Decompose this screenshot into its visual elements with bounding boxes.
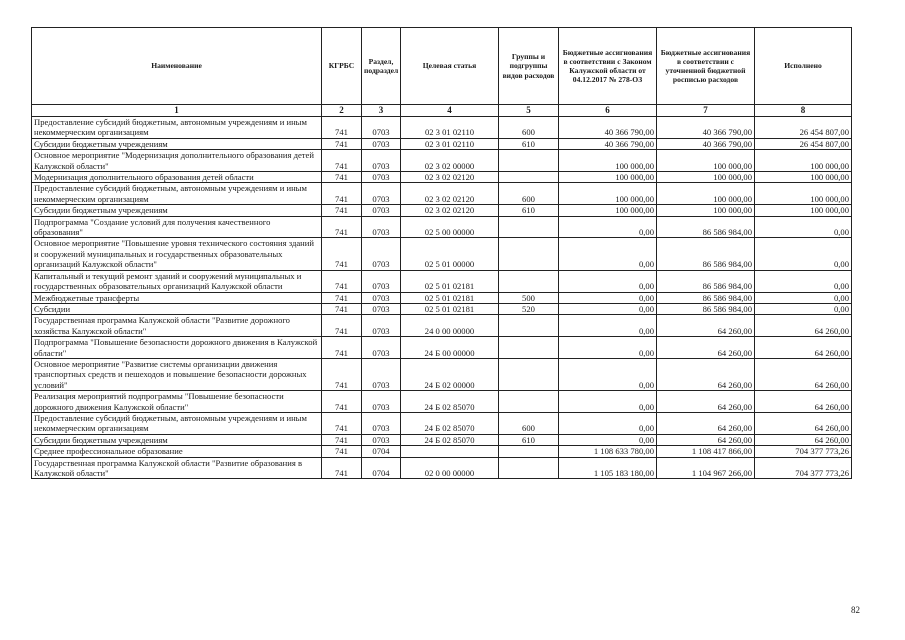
column-number: 1 bbox=[32, 105, 322, 117]
row-name: Субсидии бюджетным учреждениям bbox=[32, 138, 322, 149]
row-section: 0703 bbox=[362, 315, 401, 337]
row-name: Государственная программа Калужской области "Развитие дорожного хозяйства Калужской области" bbox=[32, 315, 322, 337]
row-revised-amount: 86 586 984,00 bbox=[657, 216, 755, 238]
row-group bbox=[499, 270, 559, 292]
row-executed-amount: 100 000,00 bbox=[755, 183, 852, 205]
row-name: Модернизация дополнительного образования детей области bbox=[32, 172, 322, 183]
row-law-amount: 0,00 bbox=[559, 412, 657, 434]
row-section: 0703 bbox=[362, 337, 401, 359]
row-target: 02 5 01 02181 bbox=[401, 270, 499, 292]
row-executed-amount: 64 260,00 bbox=[755, 412, 852, 434]
row-section: 0703 bbox=[362, 391, 401, 413]
row-law-amount: 0,00 bbox=[559, 337, 657, 359]
row-name: Межбюджетные трансферты bbox=[32, 292, 322, 303]
row-group bbox=[499, 446, 559, 457]
row-section: 0703 bbox=[362, 183, 401, 205]
row-law-amount: 0,00 bbox=[559, 292, 657, 303]
row-section: 0703 bbox=[362, 216, 401, 238]
budget-table bbox=[31, 27, 852, 479]
header-law: Бюджетные ассигнования в соответствии с Законом Калужской области от 04.12.2017 № 278-ОЗ bbox=[559, 28, 657, 105]
row-target: 02 3 02 02120 bbox=[401, 172, 499, 183]
row-kgrbs: 741 bbox=[322, 303, 362, 314]
row-name: Предоставление субсидий бюджетным, автономным учреждениям и иным некоммерческим организациям bbox=[32, 412, 322, 434]
row-name: Предоставление субсидий бюджетным, автономным учреждениям и иным некоммерческим организациям bbox=[32, 117, 322, 139]
row-section: 0703 bbox=[362, 117, 401, 139]
row-revised-amount: 64 260,00 bbox=[657, 434, 755, 445]
table-row bbox=[32, 205, 852, 216]
row-law-amount: 1 108 633 780,00 bbox=[559, 446, 657, 457]
row-revised-amount: 86 586 984,00 bbox=[657, 238, 755, 270]
header-executed: Исполнено bbox=[755, 28, 852, 105]
row-law-amount: 0,00 bbox=[559, 303, 657, 314]
header-target: Целевая статья bbox=[401, 28, 499, 105]
row-target: 02 3 01 02110 bbox=[401, 117, 499, 139]
table-row bbox=[32, 457, 852, 479]
row-section: 0703 bbox=[362, 412, 401, 434]
table-row bbox=[32, 183, 852, 205]
row-section: 0703 bbox=[362, 150, 401, 172]
column-number: 3 bbox=[362, 105, 401, 117]
page-number: 82 bbox=[851, 605, 860, 615]
header-section: Раздел, подраздел bbox=[362, 28, 401, 105]
row-target: 24 Б 02 85070 bbox=[401, 434, 499, 445]
row-kgrbs: 741 bbox=[322, 238, 362, 270]
row-group bbox=[499, 216, 559, 238]
row-name: Предоставление субсидий бюджетным, автономным учреждениям и иным некоммерческим организациям bbox=[32, 183, 322, 205]
row-executed-amount: 26 454 807,00 bbox=[755, 117, 852, 139]
row-target: 24 0 00 00000 bbox=[401, 315, 499, 337]
row-section: 0703 bbox=[362, 434, 401, 445]
row-group bbox=[499, 172, 559, 183]
column-number: 4 bbox=[401, 105, 499, 117]
row-section: 0703 bbox=[362, 205, 401, 216]
row-name: Подпрограмма "Повышение безопасности дорожного движения в Калужской области" bbox=[32, 337, 322, 359]
row-group bbox=[499, 315, 559, 337]
row-law-amount: 0,00 bbox=[559, 238, 657, 270]
table-row bbox=[32, 270, 852, 292]
row-target: 24 Б 02 00000 bbox=[401, 358, 499, 390]
row-law-amount: 40 366 790,00 bbox=[559, 117, 657, 139]
table-row bbox=[32, 216, 852, 238]
row-name: Основное мероприятие "Развитие системы организации движения транспортных средств и пешеходов и повышение безопасности дорожных условий" bbox=[32, 358, 322, 390]
row-section: 0703 bbox=[362, 303, 401, 314]
row-name: Субсидии бюджетным учреждениям bbox=[32, 434, 322, 445]
row-name: Субсидии bbox=[32, 303, 322, 314]
row-law-amount: 100 000,00 bbox=[559, 205, 657, 216]
header-row bbox=[32, 28, 852, 105]
row-section: 0703 bbox=[362, 292, 401, 303]
row-name: Субсидии бюджетным учреждениям bbox=[32, 205, 322, 216]
row-section: 0703 bbox=[362, 358, 401, 390]
row-law-amount: 0,00 bbox=[559, 216, 657, 238]
row-kgrbs: 741 bbox=[322, 216, 362, 238]
row-group: 600 bbox=[499, 183, 559, 205]
row-kgrbs: 741 bbox=[322, 138, 362, 149]
row-target: 02 3 02 02120 bbox=[401, 183, 499, 205]
row-revised-amount: 40 366 790,00 bbox=[657, 138, 755, 149]
table-row bbox=[32, 315, 852, 337]
row-target: 02 5 01 02181 bbox=[401, 303, 499, 314]
row-executed-amount: 26 454 807,00 bbox=[755, 138, 852, 149]
row-target: 02 3 02 00000 bbox=[401, 150, 499, 172]
row-executed-amount: 704 377 773,26 bbox=[755, 446, 852, 457]
column-number: 2 bbox=[322, 105, 362, 117]
row-executed-amount: 0,00 bbox=[755, 303, 852, 314]
row-revised-amount: 64 260,00 bbox=[657, 337, 755, 359]
header-kgrbs: КГРБС bbox=[322, 28, 362, 105]
row-group: 600 bbox=[499, 117, 559, 139]
row-kgrbs: 741 bbox=[322, 150, 362, 172]
row-section: 0703 bbox=[362, 270, 401, 292]
row-law-amount: 0,00 bbox=[559, 270, 657, 292]
row-revised-amount: 100 000,00 bbox=[657, 183, 755, 205]
row-law-amount: 100 000,00 bbox=[559, 172, 657, 183]
row-target: 02 3 01 02110 bbox=[401, 138, 499, 149]
table-row bbox=[32, 172, 852, 183]
row-executed-amount: 64 260,00 bbox=[755, 337, 852, 359]
row-law-amount: 0,00 bbox=[559, 315, 657, 337]
row-kgrbs: 741 bbox=[322, 292, 362, 303]
column-number: 8 bbox=[755, 105, 852, 117]
row-kgrbs: 741 bbox=[322, 315, 362, 337]
row-group: 610 bbox=[499, 205, 559, 216]
row-section: 0703 bbox=[362, 172, 401, 183]
row-target: 24 Б 00 00000 bbox=[401, 337, 499, 359]
row-group: 610 bbox=[499, 138, 559, 149]
row-group: 520 bbox=[499, 303, 559, 314]
row-revised-amount: 100 000,00 bbox=[657, 172, 755, 183]
row-revised-amount: 1 108 417 866,00 bbox=[657, 446, 755, 457]
row-section: 0703 bbox=[362, 138, 401, 149]
row-kgrbs: 741 bbox=[322, 391, 362, 413]
row-kgrbs: 741 bbox=[322, 457, 362, 479]
row-group bbox=[499, 457, 559, 479]
row-kgrbs: 741 bbox=[322, 117, 362, 139]
row-executed-amount: 64 260,00 bbox=[755, 358, 852, 390]
row-executed-amount: 704 377 773,26 bbox=[755, 457, 852, 479]
row-executed-amount: 64 260,00 bbox=[755, 315, 852, 337]
row-kgrbs: 741 bbox=[322, 434, 362, 445]
row-law-amount: 100 000,00 bbox=[559, 150, 657, 172]
row-executed-amount: 64 260,00 bbox=[755, 434, 852, 445]
row-executed-amount: 0,00 bbox=[755, 270, 852, 292]
row-revised-amount: 86 586 984,00 bbox=[657, 303, 755, 314]
row-executed-amount: 64 260,00 bbox=[755, 391, 852, 413]
row-name: Реализация мероприятий подпрограммы "Повышение безопасности дорожного движения Калужской области" bbox=[32, 391, 322, 413]
row-group bbox=[499, 391, 559, 413]
row-executed-amount: 100 000,00 bbox=[755, 205, 852, 216]
row-name: Основное мероприятие "Повышение уровня технического состояния зданий и сооружений муниципальных и государственных образовательных организаций Калужской области" bbox=[32, 238, 322, 270]
row-group: 600 bbox=[499, 412, 559, 434]
header-revised: Бюджетные ассигнования в соответствии с уточненной бюджетной росписью расходов bbox=[657, 28, 755, 105]
row-section: 0703 bbox=[362, 238, 401, 270]
column-number: 6 bbox=[559, 105, 657, 117]
row-revised-amount: 1 104 967 266,00 bbox=[657, 457, 755, 479]
row-group: 610 bbox=[499, 434, 559, 445]
row-kgrbs: 741 bbox=[322, 172, 362, 183]
row-revised-amount: 86 586 984,00 bbox=[657, 270, 755, 292]
row-kgrbs: 741 bbox=[322, 358, 362, 390]
row-kgrbs: 741 bbox=[322, 183, 362, 205]
row-group: 500 bbox=[499, 292, 559, 303]
row-name: Среднее профессиональное образование bbox=[32, 446, 322, 457]
row-name: Капитальный и текущий ремонт зданий и сооружений муниципальных и государственных образовательных организаций Калужской области bbox=[32, 270, 322, 292]
row-name: Подпрограмма "Создание условий для получения качественного образования" bbox=[32, 216, 322, 238]
column-number: 7 bbox=[657, 105, 755, 117]
row-target: 02 0 00 00000 bbox=[401, 457, 499, 479]
row-law-amount: 0,00 bbox=[559, 358, 657, 390]
table-body bbox=[32, 117, 852, 479]
row-target: 02 3 02 02120 bbox=[401, 205, 499, 216]
row-revised-amount: 40 366 790,00 bbox=[657, 117, 755, 139]
row-kgrbs: 741 bbox=[322, 446, 362, 457]
row-target: 02 5 01 00000 bbox=[401, 238, 499, 270]
row-group bbox=[499, 238, 559, 270]
row-name: Государственная программа Калужской области "Развитие образования в Калужской области" bbox=[32, 457, 322, 479]
column-number-row bbox=[32, 105, 852, 117]
header-groups: Группы и подгруппы видов расходов bbox=[499, 28, 559, 105]
table-row bbox=[32, 303, 852, 314]
table-row bbox=[32, 238, 852, 270]
column-number: 5 bbox=[499, 105, 559, 117]
row-law-amount: 1 105 183 180,00 bbox=[559, 457, 657, 479]
row-revised-amount: 64 260,00 bbox=[657, 358, 755, 390]
table-row bbox=[32, 117, 852, 139]
row-kgrbs: 741 bbox=[322, 270, 362, 292]
row-executed-amount: 0,00 bbox=[755, 292, 852, 303]
row-target: 02 5 01 02181 bbox=[401, 292, 499, 303]
row-executed-amount: 100 000,00 bbox=[755, 172, 852, 183]
header-name: Наименование bbox=[32, 28, 322, 105]
table-row bbox=[32, 150, 852, 172]
row-revised-amount: 100 000,00 bbox=[657, 150, 755, 172]
row-name: Основное мероприятие "Модернизация дополнительного образования детей Калужской области" bbox=[32, 150, 322, 172]
row-executed-amount: 100 000,00 bbox=[755, 150, 852, 172]
table-row bbox=[32, 412, 852, 434]
row-group bbox=[499, 337, 559, 359]
row-executed-amount: 0,00 bbox=[755, 216, 852, 238]
table-row bbox=[32, 446, 852, 457]
table-row bbox=[32, 358, 852, 390]
row-law-amount: 100 000,00 bbox=[559, 183, 657, 205]
table-row bbox=[32, 138, 852, 149]
table-row bbox=[32, 337, 852, 359]
table-row bbox=[32, 391, 852, 413]
row-section: 0704 bbox=[362, 457, 401, 479]
row-target: 24 Б 02 85070 bbox=[401, 412, 499, 434]
row-section: 0704 bbox=[362, 446, 401, 457]
row-target bbox=[401, 446, 499, 457]
row-kgrbs: 741 bbox=[322, 205, 362, 216]
row-group bbox=[499, 150, 559, 172]
table-row bbox=[32, 292, 852, 303]
row-law-amount: 0,00 bbox=[559, 391, 657, 413]
row-kgrbs: 741 bbox=[322, 337, 362, 359]
row-revised-amount: 100 000,00 bbox=[657, 205, 755, 216]
row-revised-amount: 86 586 984,00 bbox=[657, 292, 755, 303]
row-kgrbs: 741 bbox=[322, 412, 362, 434]
table-row bbox=[32, 434, 852, 445]
row-group bbox=[499, 358, 559, 390]
row-executed-amount: 0,00 bbox=[755, 238, 852, 270]
row-law-amount: 0,00 bbox=[559, 434, 657, 445]
row-revised-amount: 64 260,00 bbox=[657, 391, 755, 413]
row-revised-amount: 64 260,00 bbox=[657, 315, 755, 337]
row-target: 02 5 00 00000 bbox=[401, 216, 499, 238]
row-law-amount: 40 366 790,00 bbox=[559, 138, 657, 149]
row-revised-amount: 64 260,00 bbox=[657, 412, 755, 434]
row-target: 24 Б 02 85070 bbox=[401, 391, 499, 413]
